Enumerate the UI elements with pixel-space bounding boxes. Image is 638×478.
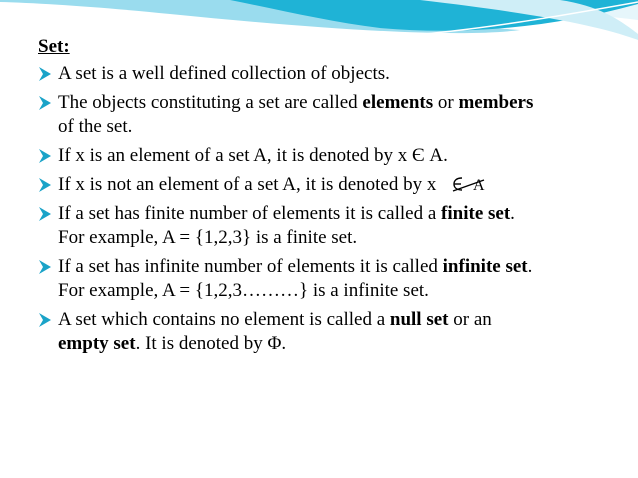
bold-term: finite set <box>441 203 511 224</box>
bullet-item <box>38 255 618 303</box>
bullet-text: . It is denoted by Φ. <box>135 333 287 354</box>
bullet-item <box>38 91 618 139</box>
bullet-item <box>38 62 618 86</box>
bullet-text: If x is not an element of a set A, it is denoted by x <box>58 174 437 195</box>
bullet-list <box>38 62 618 356</box>
arrow-bullet-icon <box>38 66 52 82</box>
not-element-of-symbol-icon <box>451 175 487 193</box>
bullet-item <box>38 144 618 168</box>
bullet-text: If x is an element of a set A, it is denoted by x Є A. <box>58 145 448 166</box>
bold-term: null set <box>389 309 449 330</box>
bullet-text: . <box>510 203 515 224</box>
bullet-text: . <box>527 256 533 277</box>
arrow-bullet-icon <box>38 177 52 193</box>
bold-term: members <box>458 92 534 113</box>
slide-heading: Set: <box>38 36 70 57</box>
bullet-text: If a set has finite number of elements it is called a <box>58 203 442 224</box>
bold-term: infinite set <box>442 256 528 277</box>
example-text: For example, A = {1,2,3} is a finite set. <box>58 227 358 248</box>
bold-term: elements <box>362 92 434 113</box>
bullet-text: of the set. <box>58 116 133 137</box>
arrow-bullet-icon <box>38 206 52 222</box>
example-text: For example, A = {1,2,3………} is a infinite set. <box>58 280 429 301</box>
svg-text:A: A <box>473 177 485 193</box>
bullet-text: A set which contains no element is called a <box>58 309 390 330</box>
slide-content <box>38 36 618 361</box>
bullet-item <box>38 173 618 197</box>
bullet-text: or <box>433 92 459 113</box>
bullet-item <box>38 308 618 356</box>
bullet-text: The objects constituting a set are called <box>58 92 363 113</box>
bullet-text: A set is a well defined collection of objects. <box>58 63 390 84</box>
arrow-bullet-icon <box>38 148 52 164</box>
arrow-bullet-icon <box>38 95 52 111</box>
bullet-item <box>38 202 618 250</box>
arrow-bullet-icon <box>38 312 52 328</box>
arrow-bullet-icon <box>38 259 52 275</box>
bold-term: empty set <box>58 333 136 354</box>
bullet-text: or an <box>448 309 492 330</box>
bullet-text: If a set has infinite number of elements it is called <box>58 256 443 277</box>
